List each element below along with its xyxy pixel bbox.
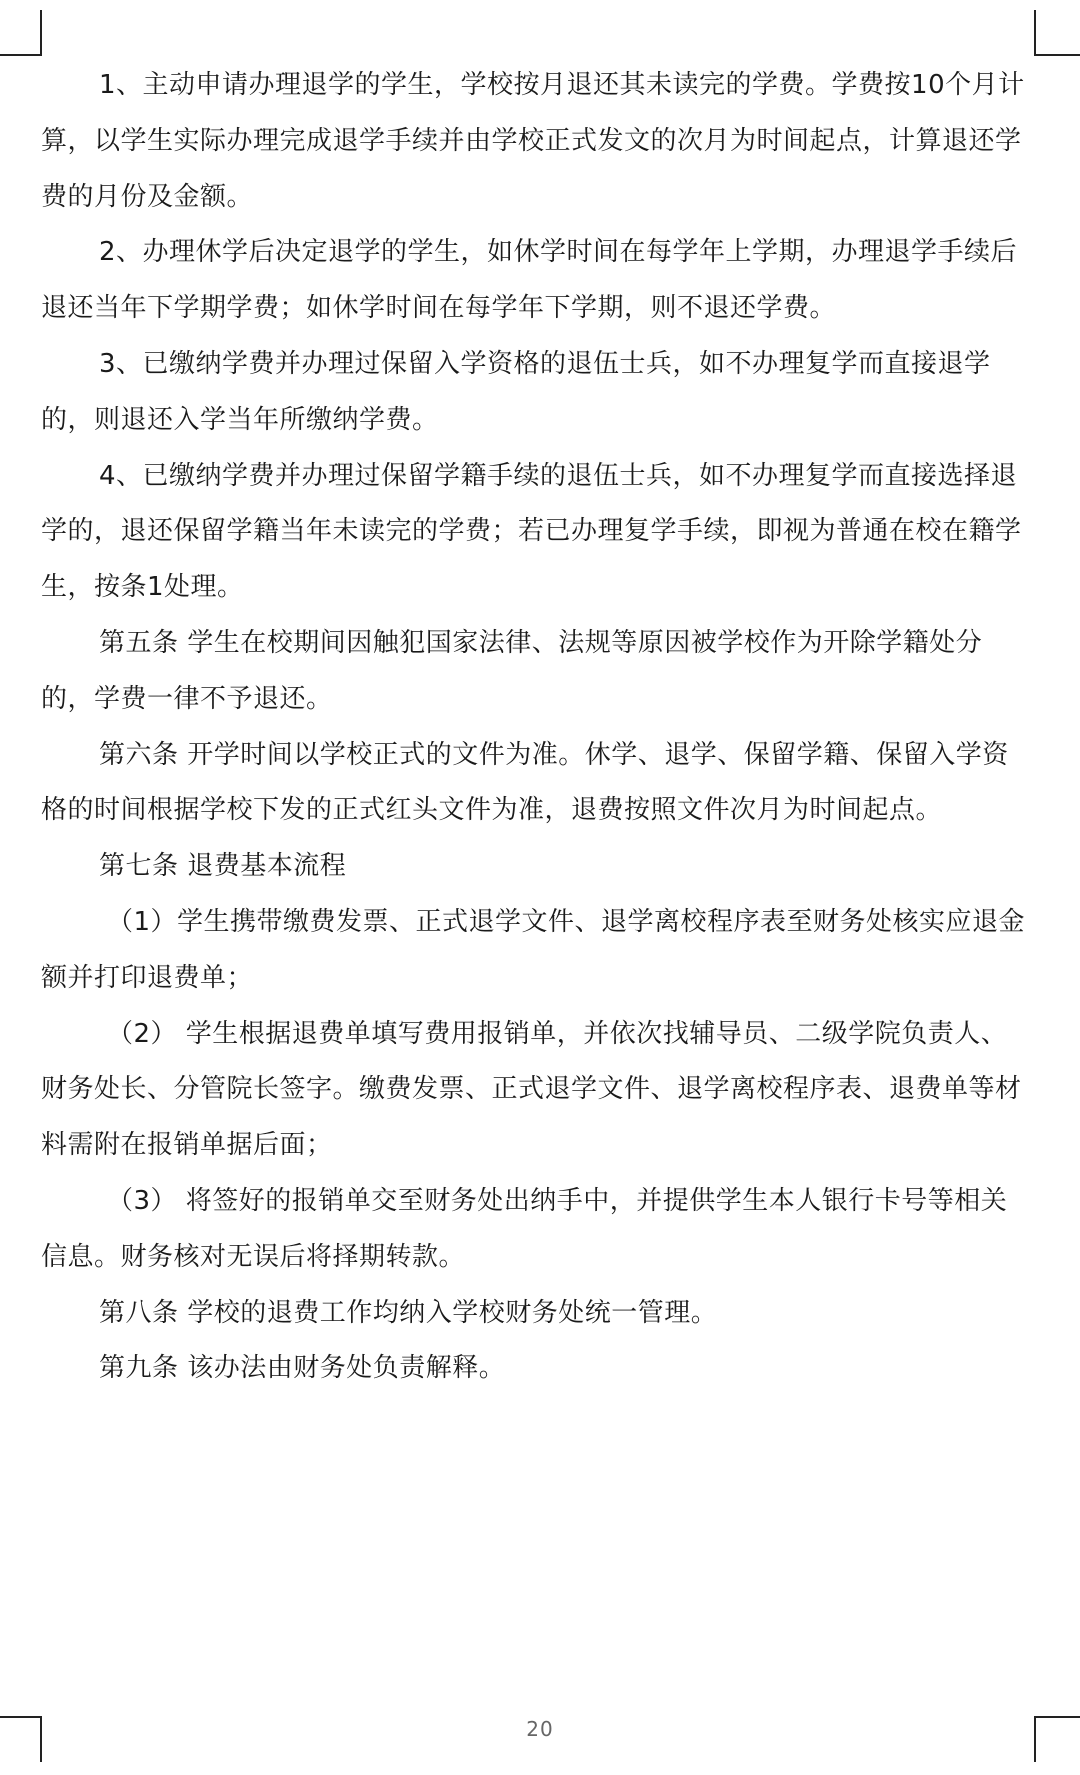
paragraph-step-2: （2） 学生根据退费单填写费用报销单，并依次找辅导员、二级学院负责人、财务处长、分管院长签字。缴费发票、正式退学文件、退学离校程序表、退费单等材料需附在报销单据后面；: [41, 1018, 1022, 1161]
paragraph-article-6: 第六条 开学时间以学校正式的文件为准。休学、退学、保留学籍、保留入学资格的时间根据学校下发的正式红头文件为准，退费按照文件次月为时间起点。: [41, 739, 1009, 826]
paragraph-item-1: 1、主动申请办理退学的学生，学校按月退还其未读完的学费。学费按10个月计算，以学生实际办理完成退学手续并由学校正式发文的次月为时间起点，计算退还学费的月份及金额。: [41, 70, 1025, 212]
paragraph-step-3: （3） 将签好的报销单交至财务处出纳手中，并提供学生本人银行卡号等相关信息。财务核对无误后将择期转款。: [41, 1185, 1008, 1272]
paragraph-item-4: 4、已缴纳学费并办理过保留学籍手续的退伍士兵，如不办理复学而直接选择退学的，退还保留学籍当年未读完的学费；若已办理复学手续，即视为普通在校在籍学生，按条1处理。: [41, 460, 1022, 603]
paragraph-article-5: 第五条 学生在校期间因触犯国家法律、法规等原因被学校作为开除学籍处分的，学费一律不予退还。: [41, 627, 983, 714]
paragraph-item-3: 3、已缴纳学费并办理过保留入学资格的退伍士兵，如不办理复学而直接退学的，则退还入学当年所缴纳学费。: [41, 348, 991, 435]
crop-mark-top-right: [1034, 10, 1080, 56]
paragraph-article-7-heading: 第七条 退费基本流程: [99, 851, 347, 882]
paragraph-item-2: 2、办理休学后决定退学的学生，如休学时间在每学年上学期，办理退学手续后退还当年下学期学费；如休学时间在每学年下学期，则不退还学费。: [41, 237, 1018, 324]
paragraph-article-8: 第八条 学校的退费工作均纳入学校财务处统一管理。: [99, 1297, 718, 1328]
paragraph-step-1: （1）学生携带缴费发票、正式退学文件、退学离校程序表至财务处核实应退金额并打印退费单；: [41, 906, 1026, 993]
page-number: 20: [526, 1717, 554, 1741]
document-body: [41, 58, 1031, 1397]
crop-mark-top-left: [0, 10, 42, 56]
paragraph-article-9: 第九条 该办法由财务处负责解释。: [99, 1353, 506, 1384]
